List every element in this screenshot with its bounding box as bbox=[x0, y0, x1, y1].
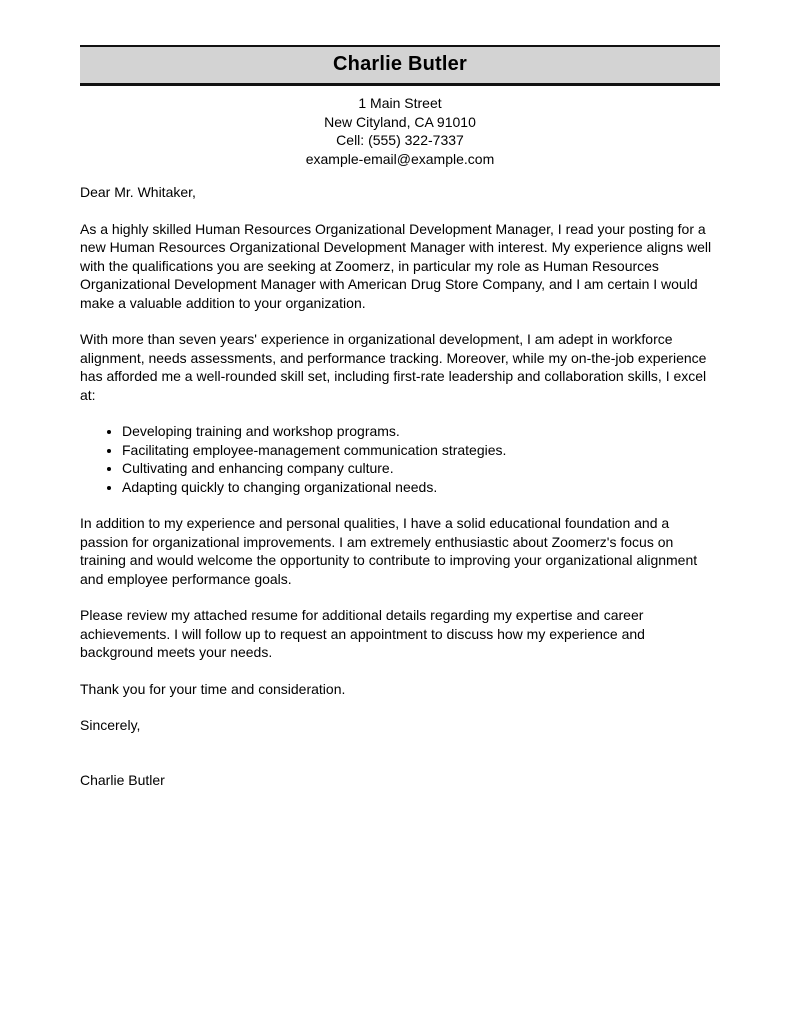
salutation: Dear Mr. Whitaker, bbox=[80, 184, 196, 200]
list-item: • Adapting quickly to changing organizational needs. bbox=[122, 478, 720, 497]
letterhead-name: Charlie Butler bbox=[333, 53, 467, 75]
phone-line: Cell: (555) 322-7337 bbox=[336, 132, 464, 148]
paragraph-education: In addition to my experience and personal qualities, I have a solid educational foundation and a passion for organizational improvements. I am extremely enthusiastic about Zoomerz's focus on training and would welcome the opportunity to contribute to improving your organizational alignment and employee performance goals. bbox=[80, 515, 698, 587]
paragraph-thanks: Thank you for your time and consideration. bbox=[80, 680, 346, 697]
address-line-1: 1 Main Street bbox=[358, 95, 442, 111]
paragraph-intro: As a highly skilled Human Resources Organizational Development Manager, I read your posting for a new Human Resources Organizational Development Manager with interest. My experience aligns well with the qualifications you are seeking at Zoomerz, in particular my role as Human Resources Organizational Development Manager with American Drug Store Company, and I am certain I would make a valuable addition to your organization. bbox=[80, 220, 712, 311]
valediction: Sincerely, bbox=[80, 717, 141, 733]
letterhead-name-bar bbox=[80, 45, 720, 86]
list-item: • Facilitating employee-management communication strategies. bbox=[122, 441, 720, 460]
paragraph-resume: Please review my attached resume for additional details regarding my expertise and career achievements. I will follow up to request an appointment to discuss how my experience and background meets your needs. bbox=[80, 607, 645, 660]
skills-list bbox=[80, 422, 720, 496]
letter-body bbox=[80, 183, 720, 789]
email-line: example-email@example.com bbox=[305, 150, 495, 167]
list-item: • Cultivating and enhancing company culture. bbox=[122, 459, 720, 478]
list-item: • Developing training and workshop programs. bbox=[122, 422, 720, 441]
address-line-2: New Cityland, CA 91010 bbox=[324, 113, 476, 130]
paragraph-experience: With more than seven years' experience in organizational development, I am adept in workforce alignment, needs assessments, and performance tracking. Moreover, while my on-the-job experience has afforded me a well-rounded skill set, including first-rate leadership and collaboration skills, I excel at: bbox=[80, 331, 707, 403]
contact-block bbox=[80, 94, 720, 168]
signature-name: Charlie Butler bbox=[80, 771, 165, 788]
